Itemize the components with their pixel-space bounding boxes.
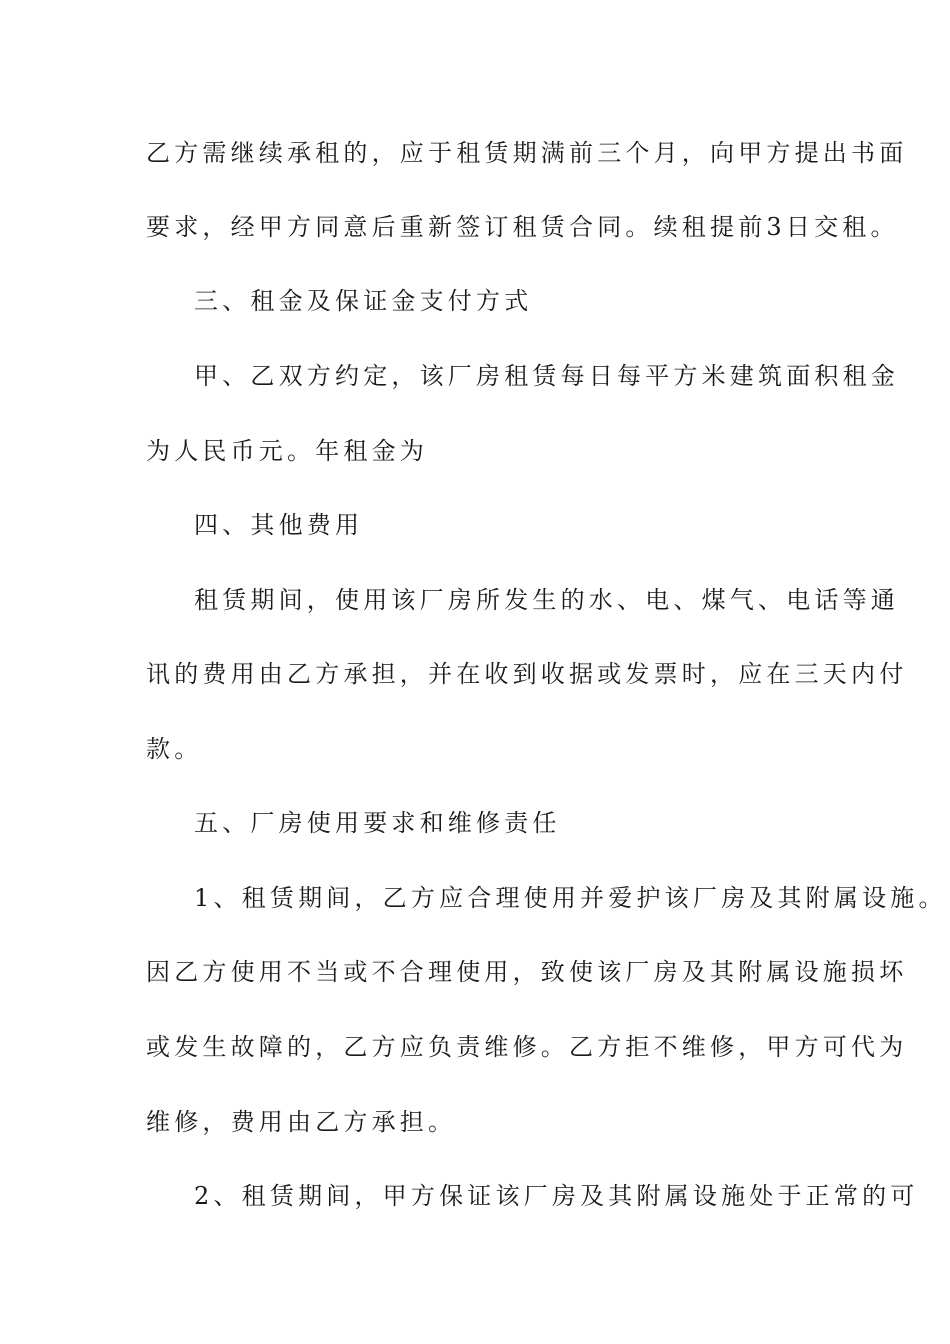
text-line-clause-1-repair: 或发生故障的，乙方应负责维修。乙方拒不维修，甲方可代为 bbox=[146, 1033, 908, 1061]
text-line-renewal: 要求，经甲方同意后重新签订租赁合同。续租提前3日交租。 bbox=[146, 213, 899, 241]
text-line-rent-amount: 为人民币元。年租金为 bbox=[146, 437, 428, 465]
text-line-utilities-payment: 讯的费用由乙方承担，并在收到收据或发票时，应在三天内付 bbox=[146, 660, 908, 688]
text-line-clause-1-cost: 维修，费用由乙方承担。 bbox=[146, 1108, 457, 1136]
text-line-utilities: 租赁期间，使用该厂房所发生的水、电、煤气、电话等通 bbox=[194, 586, 899, 614]
text-line-continuation: 乙方需继续承租的，应于租赁期满前三个月，向甲方提出书面 bbox=[146, 139, 908, 167]
section-heading-usage-maintenance: 五、厂房使用要求和维修责任 bbox=[194, 809, 561, 837]
text-line-payment-end: 款。 bbox=[146, 735, 203, 763]
text-line-clause-1: 1、租赁期间，乙方应合理使用并爱护该厂房及其附属设施。 bbox=[194, 884, 947, 912]
section-heading-rent-deposit: 三、租金及保证金支付方式 bbox=[194, 287, 533, 315]
text-line-clause-1-damage: 因乙方使用不当或不合理使用，致使该厂房及其附属设施损坏 bbox=[146, 958, 908, 986]
text-line-clause-2: 2、租赁期间，甲方保证该厂房及其附属设施处于正常的可 bbox=[194, 1182, 919, 1210]
section-heading-other-fees: 四、其他费用 bbox=[194, 511, 364, 539]
text-line-rent-agreement: 甲、乙双方约定，该厂房租赁每日每平方米建筑面积租金 bbox=[194, 362, 899, 390]
